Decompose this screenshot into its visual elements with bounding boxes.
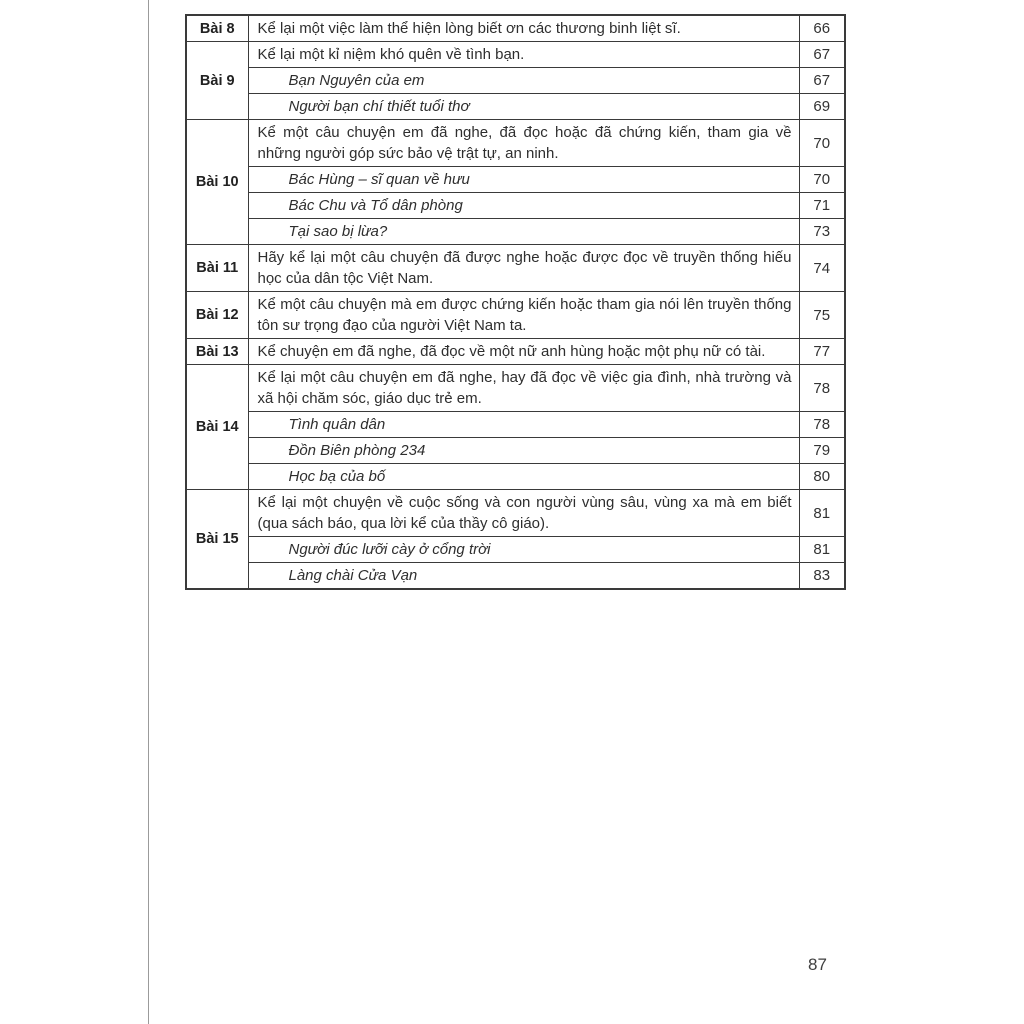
lesson-label: Bài 11 xyxy=(186,245,248,292)
table-row xyxy=(186,292,845,339)
lesson-label: Bài 15 xyxy=(186,490,248,590)
table-row xyxy=(186,193,845,219)
page-number: 77 xyxy=(799,339,845,365)
page-number: 71 xyxy=(799,193,845,219)
page-number: 74 xyxy=(799,245,845,292)
page-number: 67 xyxy=(799,68,845,94)
lesson-label: Bài 14 xyxy=(186,365,248,490)
table-of-contents xyxy=(185,14,846,590)
page-number: 81 xyxy=(799,490,845,537)
table-row xyxy=(186,490,845,537)
story-title: Tại sao bị lừa? xyxy=(248,219,799,245)
page-number: 79 xyxy=(799,438,845,464)
page-number: 81 xyxy=(799,537,845,563)
page-number: 69 xyxy=(799,94,845,120)
page-number: 67 xyxy=(799,42,845,68)
lesson-description: Kể lại một chuyện về cuộc sống và con người vùng sâu, vùng xa mà em biết (qua sách báo, qua lời kể của thầy cô giáo). xyxy=(248,490,799,537)
table-row xyxy=(186,94,845,120)
table-row xyxy=(186,365,845,412)
table-row xyxy=(186,412,845,438)
lesson-description: Kể lại một việc làm thể hiện lòng biết ơn các thương binh liệt sĩ. xyxy=(248,15,799,42)
table-row xyxy=(186,537,845,563)
table-row xyxy=(186,68,845,94)
story-title: Tình quân dân xyxy=(248,412,799,438)
story-title: Bạn Nguyên của em xyxy=(248,68,799,94)
story-title: Học bạ của bố xyxy=(248,464,799,490)
toc-table-body xyxy=(186,15,845,589)
lesson-description: Kể lại một kỉ niệm khó quên về tình bạn. xyxy=(248,42,799,68)
page-number: 70 xyxy=(799,120,845,167)
lesson-description: Kể lại một câu chuyện em đã nghe, hay đã đọc về việc gia đình, nhà trường và xã hội chăm sóc, giáo dục trẻ em. xyxy=(248,365,799,412)
lesson-label: Bài 13 xyxy=(186,339,248,365)
table-row xyxy=(186,245,845,292)
lesson-description: Kể một câu chuyện mà em được chứng kiến hoặc tham gia nói lên truyền thống tôn sư trọng đạo của người Việt Nam ta. xyxy=(248,292,799,339)
page-number: 78 xyxy=(799,412,845,438)
lesson-description: Kể một câu chuyện em đã nghe, đã đọc hoặc đã chứng kiến, tham gia về những người góp sức bảo vệ trật tự, an ninh. xyxy=(248,120,799,167)
toc-table xyxy=(185,14,846,590)
story-title: Bác Hùng – sĩ quan về hưu xyxy=(248,167,799,193)
table-row xyxy=(186,167,845,193)
table-row xyxy=(186,339,845,365)
story-title: Người bạn chí thiết tuổi thơ xyxy=(248,94,799,120)
lesson-label: Bài 12 xyxy=(186,292,248,339)
lesson-label: Bài 9 xyxy=(186,42,248,120)
table-row xyxy=(186,15,845,42)
page-number: 70 xyxy=(799,167,845,193)
table-row xyxy=(186,563,845,590)
lesson-description: Hãy kể lại một câu chuyện đã được nghe hoặc được đọc về truyền thống hiếu học của dân tộc Việt Nam. xyxy=(248,245,799,292)
page-edge-line xyxy=(148,0,149,1024)
story-title: Làng chài Cửa Vạn xyxy=(248,563,799,590)
table-row xyxy=(186,120,845,167)
lesson-description: Kể chuyện em đã nghe, đã đọc về một nữ anh hùng hoặc một phụ nữ có tài. xyxy=(248,339,799,365)
footer-page-number: 87 xyxy=(808,955,827,974)
lesson-label: Bài 10 xyxy=(186,120,248,245)
page-number: 78 xyxy=(799,365,845,412)
table-row xyxy=(186,438,845,464)
table-row xyxy=(186,219,845,245)
story-title: Đồn Biên phòng 234 xyxy=(248,438,799,464)
page-number: 75 xyxy=(799,292,845,339)
story-title: Người đúc lưỡi cày ở cổng trời xyxy=(248,537,799,563)
table-row xyxy=(186,42,845,68)
table-row xyxy=(186,464,845,490)
page-number: 73 xyxy=(799,219,845,245)
page-number: 66 xyxy=(799,15,845,42)
page-number: 80 xyxy=(799,464,845,490)
story-title: Bác Chu và Tổ dân phòng xyxy=(248,193,799,219)
lesson-label: Bài 8 xyxy=(186,15,248,42)
page-number: 83 xyxy=(799,563,845,590)
